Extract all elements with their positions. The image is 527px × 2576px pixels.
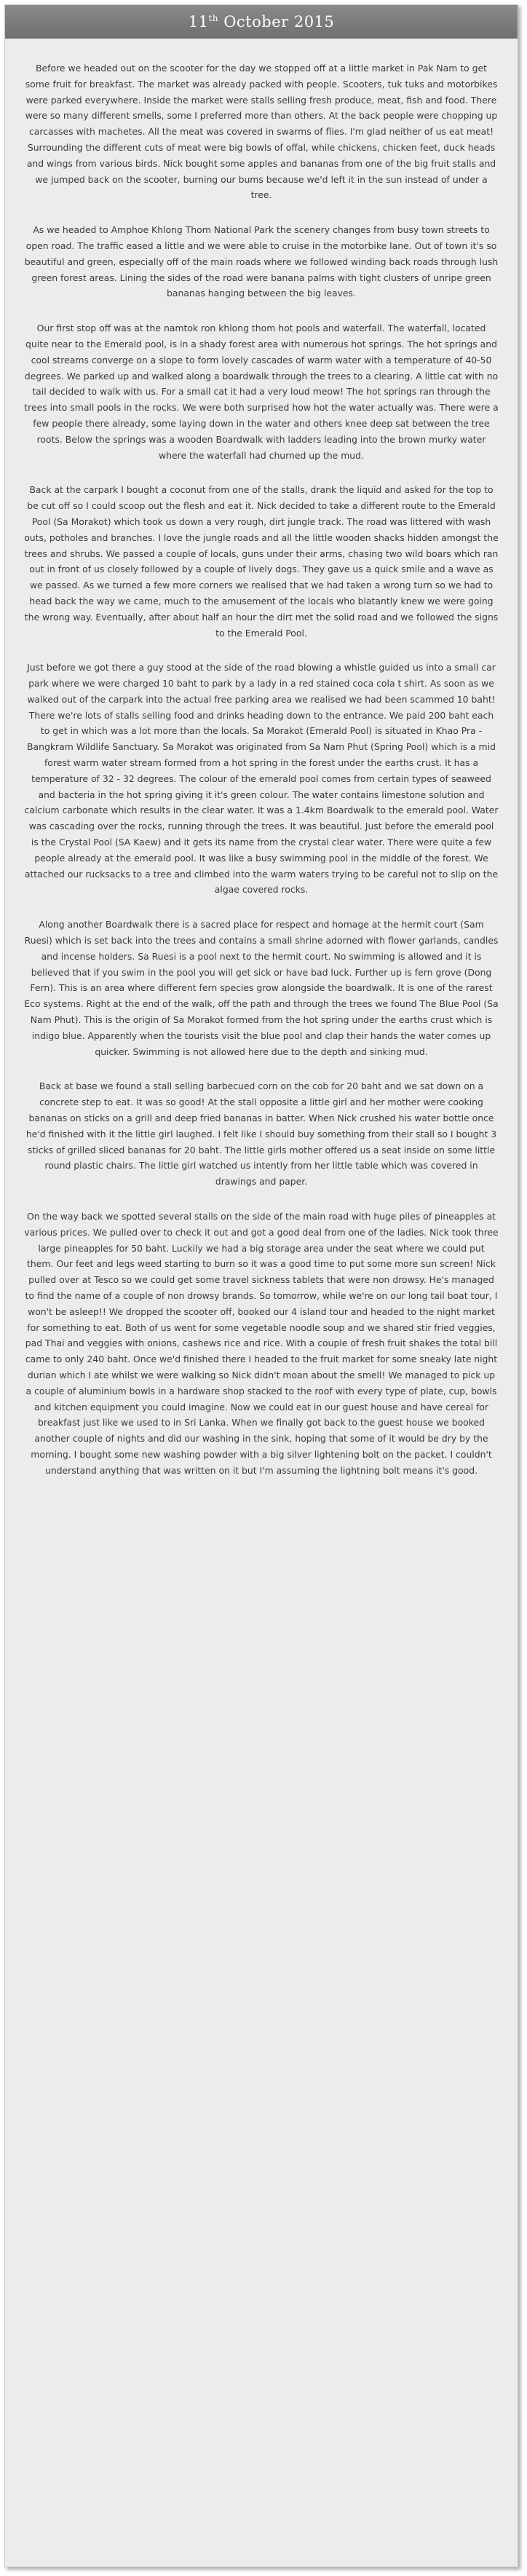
paragraph: On the way back we spotted several stalls on the side of the main road with huge piles of pineapples at various prices. We pulled over to check it out and got a good deal from one of the ladies. Nick took three large pineapples for 50 baht. Luckily we had a big storage area under the seat where we could put them. Our feet and legs weed starting to burn so it was a good time to put some more sun screen! Nick pulled over at Tesco so we could get some travel sickness tablets that were non drowsy. He's managed to find the name of a couple of non drowsy brands. So tomorrow, while we're on our long tail boat tour, I won't be asleep!! We dropped the scooter off, booked our 4 island tour and headed to the night market for something to eat. Both of us went for some vegetable noodle soup and we shared stir fried veggies, pad Thai and veggies with onions, cashews rice and rice. With a couple of fresh fruit shakes the total bill came to only 240 baht. Once we'd finished there I headed to the fruit market for some sneaky late night durian which I ate whilst we were walking so Nick didn't moan about the smell! We managed to pick up a couple of aluminium bowls in a hardware shop stacked to the roof with every type of plate, cup, bowls and kitchen equipment you could imagine. Now we could eat in our guest house and have cereal for breakfast just like we used to in Sri Lanka. When we finally got back to the guest house we booked another couple of nights and did our washing in the sink, hoping that some of it would be dry by the morning. I bought some new washing powder with a big silver lightening bolt on the packet. I couldn't understand anything that was written on it but I'm assuming the lightning bolt means it's good. bbox=[24, 1211, 499, 1476]
paragraph: Just before we got there a guy stood at the side of the road blowing a whistle guided us into a small car park where we were charged 10 baht to park by a lady in a red stained coca cola t shirt. As soon as we walked out of the carpark into the actual free parking area we realised we had been scammed 10 baht! There we're lots of stalls selling food and drinks heading down to the entrance. We paid 200 baht each to get in which was a lot more than the locals. Sa Morakot (Emerald Pool) is situated in Khao Pra - Bangkram Wildlife Sanctuary. Sa Morakot was originated from Sa Nam Phut (Spring Pool) which is a mid forest warm water stream formed from a hot spring in the forest under the earths crust. It has a temperature of 32 - 32 degrees. The colour of the emerald pool comes from certain types of seaweed and bacteria in the hot spring giving it it's green colour. The water contains limestone solution and calcium carbonate which results in the clear water. It was a 1.4km Boardwalk to the emerald pool. Water was cascading over the rocks, running through the trees. It was beautiful. Just before the emerald pool is the Crystal Pool (SA Kaew) and it gets its name from the crystal clear water. There were quite a few people already at the emerald pool. It was like a busy swimming pool in the middle of the forest. We attached our rucksacks to a tree and climbed into the warm waters trying to be careful not to slip on the algae covered rocks. bbox=[24, 662, 499, 896]
paragraph: Back at the carpark I bought a coconut from one of the stalls, drank the liquid and asked for the top to be cut off so I could scoop out the flesh and eat it. Nick decided to take a different route to the Emerald Pool (Sa Morakot) which took us down a very rough, dirt jungle track. The road was littered with wash outs, potholes and branches. I love the jungle roads and all the little wooden shacks hidden amongst the trees and shrubs. We passed a couple of locals, guns under their arms, chasing two wild boars which ran out in front of us closely followed by a couple of lively dogs. They gave us a quick smile and a wave as we passed. As we turned a few more corners we realised that we had taken a wrong turn so we had to head back the way we came, much to the amusement of the locals who blatantly knew we were going the wrong way. Eventually, after about half an hour the dirt met the solid road and we followed the signs to the Emerald Pool. bbox=[24, 484, 499, 639]
paragraph: Back at base we found a stall selling barbecued corn on the cob for 20 baht and we sat down on a concrete step to eat. It was so good! At the stall opposite a little girl and her mother were cooking bananas on sticks on a grill and deep fried bananas in batter. When Nick crushed his water bottle once he'd finished with it the little girl laughed. I felt like I should buy something from their stall so I bought 3 sticks of grilled sliced bananas for 20 baht. The little girls mother offered us a seat inside on some little round plastic chairs. The little girl watched us intently from her little table which was covered in drawings and paper. bbox=[25, 1080, 497, 1188]
date-month-year: October 2015 bbox=[223, 13, 335, 31]
date-header bbox=[5, 5, 518, 39]
date-day-suffix: th bbox=[208, 13, 218, 23]
paragraph: As we headed to Amphoe Khlong Thom National Park the scenery changes from busy town streets to open road. The traffic eased a little and we were able to cruise in the motorbike lane. Out of town it's so beautiful and green, especially off of the main roads where we followed winding back roads through lush green forest areas. Lining the sides of the road were banana palms with tight clusters of unripe green bananas hanging between the big leaves. bbox=[24, 224, 499, 299]
journal-body bbox=[24, 60, 499, 1498]
paragraph: Our first stop off was at the namtok ron khlong thom hot pools and waterfall. The waterfall, located quite near to the Emerald pool, is in a shady forest area with numerous hot springs. The hot springs and cool streams converge on a slope to form lovely cascades of warm water with a temperature of 40-50 degrees. We parked up and walked along a boardwalk through the trees to a clearing. A little cat with no tail decided to walk with us. For a small cat it had a very loud meow! The hot springs ran through the trees into small pools in the rocks. We were both surprised how hot the water actually was. There were a few people there already, some laying down in the water and others knee deep sat between the tree roots. Below the springs was a wooden Boardwalk with ladders leading into the brown murky water where the waterfall had churned up the mud. bbox=[24, 323, 499, 461]
paragraph: Along another Boardwalk there is a sacred place for respect and homage at the hermit court (Sam Ruesi) which is set back into the trees and contains a small shrine adorned with flower garlands, candles and incense holders. Sa Ruesi is a pool next to the hermit court. No swimming is allowed and it is believed that if you swim in the pool you will get sick or have bad luck. Further up is fern grove (Dong Fern). This is an area where different fern species grow alongside the boardwalk. It is one of the rarest Eco systems. Right at the end of the walk, off the path and through the trees we found The Blue Pool (Sa Nam Phut). This is the origin of Sa Morakot formed from the hot spring under the earths crust which is indigo blue. Apparently when the tourists visit the blue pool and clap their hands the water comes up quicker. Swimming is not allowed here due to the depth and sinking mud. bbox=[24, 919, 499, 1057]
paragraph: Before we headed out on the scooter for the day we stopped off at a little market in Pak Nam to get some fruit for breakfast. The market was already packed with people. Scooters, tuk tuks and motorbikes were parked everywhere. Inside the market were stalls selling fresh produce, meat, fish and food. There were so many different smells, some I preferred more than others. At the back people were chopping up carcasses with machetes. All the meat was covered in swarms of flies. I'm glad neither of us eat meat! Surrounding the different cuts of meat were big bowls of offal, while chickens, chicken feet, duck heads and wings from various birds. Nick bought some apples and bananas from one of the big fruit stalls and we jumped back on the scooter, burning our bums because we'd left it in the sun instead of under a tree. bbox=[25, 63, 498, 201]
date-day: 11 bbox=[188, 13, 209, 31]
journal-page bbox=[4, 4, 518, 2567]
